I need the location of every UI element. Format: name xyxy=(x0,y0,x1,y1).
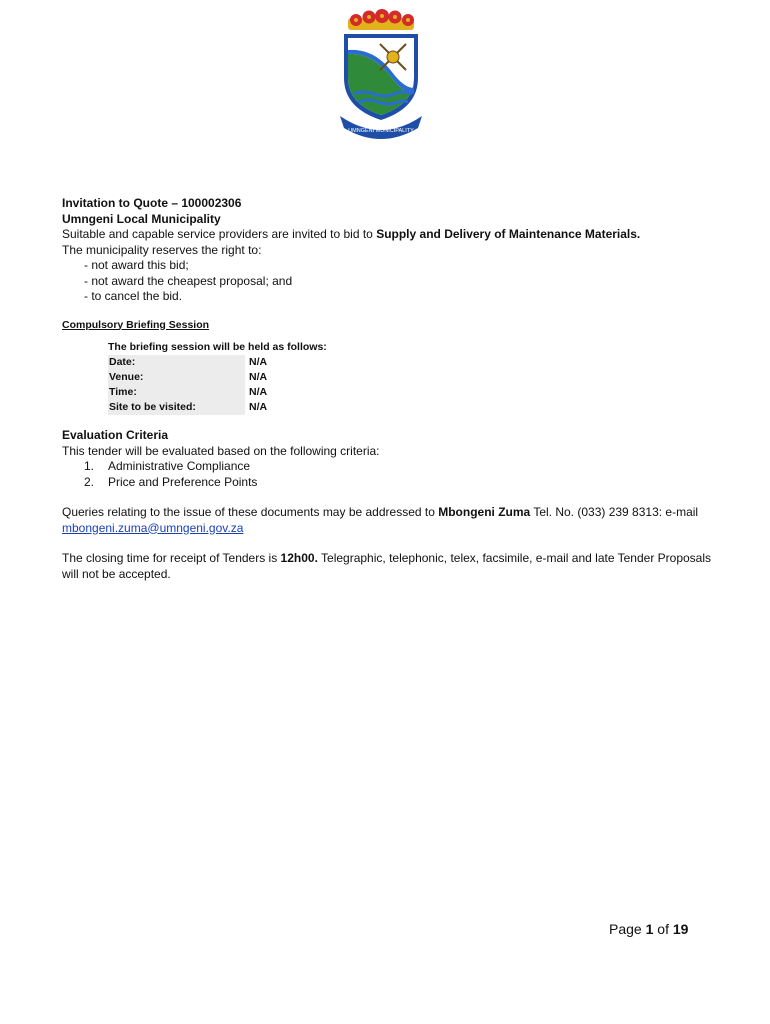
intro-paragraph xyxy=(62,227,712,243)
contact-tel: Tel. No. (033) 239 8313: e-mail xyxy=(530,505,699,519)
intro-bold: Supply and Delivery of Maintenance Materials. xyxy=(376,227,641,241)
table-row xyxy=(108,355,267,370)
list-text: Administrative Compliance xyxy=(108,459,251,473)
shield xyxy=(344,34,418,120)
municipality-logo xyxy=(332,8,430,140)
closing-text: The closing time for receipt of Tenders is xyxy=(62,551,281,565)
briefing-label: Date: xyxy=(108,355,245,370)
total-pages: 19 xyxy=(672,921,689,937)
current-page: 1 xyxy=(645,921,654,937)
list-item: - not award this bid; xyxy=(84,258,189,272)
list-number: 2. xyxy=(84,474,95,489)
closing-paragraph xyxy=(62,551,712,582)
briefing-block xyxy=(108,340,712,415)
closing-rest-2: will not be accepted. xyxy=(62,566,171,581)
briefing-value: N/A xyxy=(249,371,268,383)
queries-text: Queries relating to the issue of these documents may be addressed to xyxy=(62,505,439,519)
briefing-value: N/A xyxy=(249,401,268,413)
briefing-value: N/A xyxy=(249,356,268,368)
svg-text:UMNGENI MUNICIPALITY: UMNGENI MUNICIPALITY xyxy=(348,128,414,134)
table-row xyxy=(108,370,267,385)
briefing-label: Time: xyxy=(108,385,245,400)
intro-text: Suitable and capable service providers are invited to bid to xyxy=(62,227,377,241)
document-title: Invitation to Quote – 100002306 xyxy=(62,196,242,210)
page-number xyxy=(609,921,688,937)
document-body xyxy=(62,196,712,582)
evaluation-lead: This tender will be evaluated based on the following criteria: xyxy=(62,443,380,458)
reserve-list xyxy=(84,258,712,305)
list-item: - not award the cheapest proposal; and xyxy=(84,273,293,288)
table-row xyxy=(108,385,267,400)
list-number: 1. xyxy=(84,459,95,473)
crown-flowers xyxy=(348,9,414,30)
closing-time: 12h00. xyxy=(280,551,318,565)
briefing-label: Venue: xyxy=(108,370,245,385)
document-subtitle: Umngeni Local Municipality xyxy=(62,211,221,226)
list-item: - to cancel the bid. xyxy=(84,289,183,303)
list-text: Price and Preference Points xyxy=(108,474,258,489)
evaluation-list xyxy=(84,459,712,490)
table-row xyxy=(108,400,267,415)
briefing-lead: The briefing session will be held as follows: xyxy=(108,341,327,353)
contact-name: Mbongeni Zuma xyxy=(438,505,531,519)
list-item xyxy=(84,475,712,491)
closing-rest: Telegraphic, telephonic, telex, facsimile, e-mail and late Tender Proposals xyxy=(317,551,712,565)
evaluation-heading: Evaluation Criteria xyxy=(62,428,169,442)
list-item xyxy=(84,459,712,475)
briefing-table xyxy=(108,355,267,415)
of-word: of xyxy=(653,921,673,937)
briefing-label: Site to be visited: xyxy=(108,400,245,415)
briefing-value: N/A xyxy=(249,386,268,398)
contact-email-link[interactable]: mbongeni.zuma@umngeni.gov.za xyxy=(62,520,244,535)
queries-paragraph xyxy=(62,505,712,536)
reserve-lead: The municipality reserves the right to: xyxy=(62,242,262,257)
briefing-heading: Compulsory Briefing Session xyxy=(62,318,210,331)
page-word: Page xyxy=(609,921,646,937)
